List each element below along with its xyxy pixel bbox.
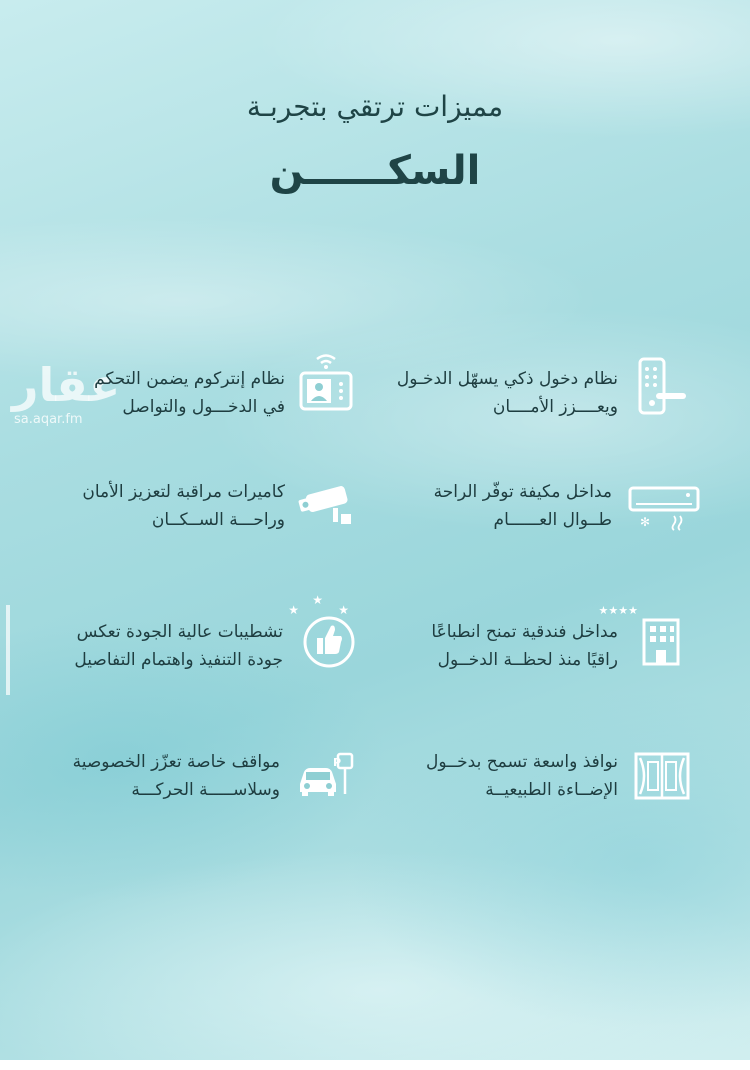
feature-line: ويعــــزز الأمــــان [492, 397, 618, 417]
feature-private-parking [55, 748, 360, 808]
quality-thumbs-up-icon [288, 592, 365, 672]
feature-line: نظام دخول ذكي يسهّل الدخـول [396, 369, 618, 389]
feature-line: تشطيبات عالية الجودة تعكس [76, 622, 283, 642]
feature-wide-windows [385, 748, 690, 808]
svg-text:★★★★: ★★★★ [598, 604, 638, 617]
feature-line: نظام إنتركوم يضمن التحكم [94, 369, 285, 389]
bottom-border [0, 1060, 750, 1070]
feature-line: كاميرات مراقبة لتعزيز الأمان [82, 482, 285, 502]
security-camera-icon [297, 480, 355, 526]
feature-line: مداخل مكيفة توفّر الراحة [433, 482, 612, 502]
air-conditioner-icon [628, 484, 700, 530]
heading-line-2: السكــــــن [269, 148, 481, 194]
window-icon [634, 752, 690, 800]
feature-line: مواقف خاصة تعزّز الخصوصية [72, 752, 280, 772]
intercom-icon [297, 353, 355, 413]
heading-line-1: مميزات ترتقي بتجربـة [246, 90, 504, 123]
feature-line: مداخل فندقية تمنح انطباعًا [431, 622, 618, 642]
feature-security-cameras [60, 478, 355, 538]
feature-line: وراحـــة الســكــان [151, 510, 285, 530]
feature-line: الإضــاءة الطبيعيــة [485, 780, 618, 800]
feature-line: في الدخـــول والتواصل [122, 397, 285, 417]
feature-line: طــوال العــــــام [493, 510, 612, 530]
svg-text:P: P [332, 756, 341, 769]
aqar-url-watermark: sa.aqar.fm [14, 412, 83, 427]
feature-intercom [60, 365, 355, 425]
aqar-logo-watermark: عقار [12, 358, 121, 412]
edge-highlight [6, 605, 10, 695]
smart-lock-icon [634, 357, 690, 423]
feature-line: جودة التنفيذ واهتمام التفاصيل [74, 650, 283, 670]
feature-line: نوافذ واسعة تسمح بدخــول [426, 752, 618, 772]
svg-text:★: ★ [338, 603, 349, 617]
hotel-building-icon [598, 602, 690, 668]
svg-text:★: ★ [288, 603, 299, 617]
svg-text:✻: ✻ [639, 515, 650, 529]
parking-car-icon [296, 752, 360, 798]
feature-line: وسلاســـــة الحركـــة [131, 780, 280, 800]
feature-smart-entry [385, 365, 690, 425]
feature-line: راقيًا منذ لحظــة الدخــول [437, 650, 618, 670]
feature-air-conditioned-entries [385, 478, 700, 538]
svg-text:★: ★ [312, 593, 323, 607]
feature-high-quality-finishes [60, 593, 365, 678]
feature-hotel-style-entrances [385, 604, 690, 678]
